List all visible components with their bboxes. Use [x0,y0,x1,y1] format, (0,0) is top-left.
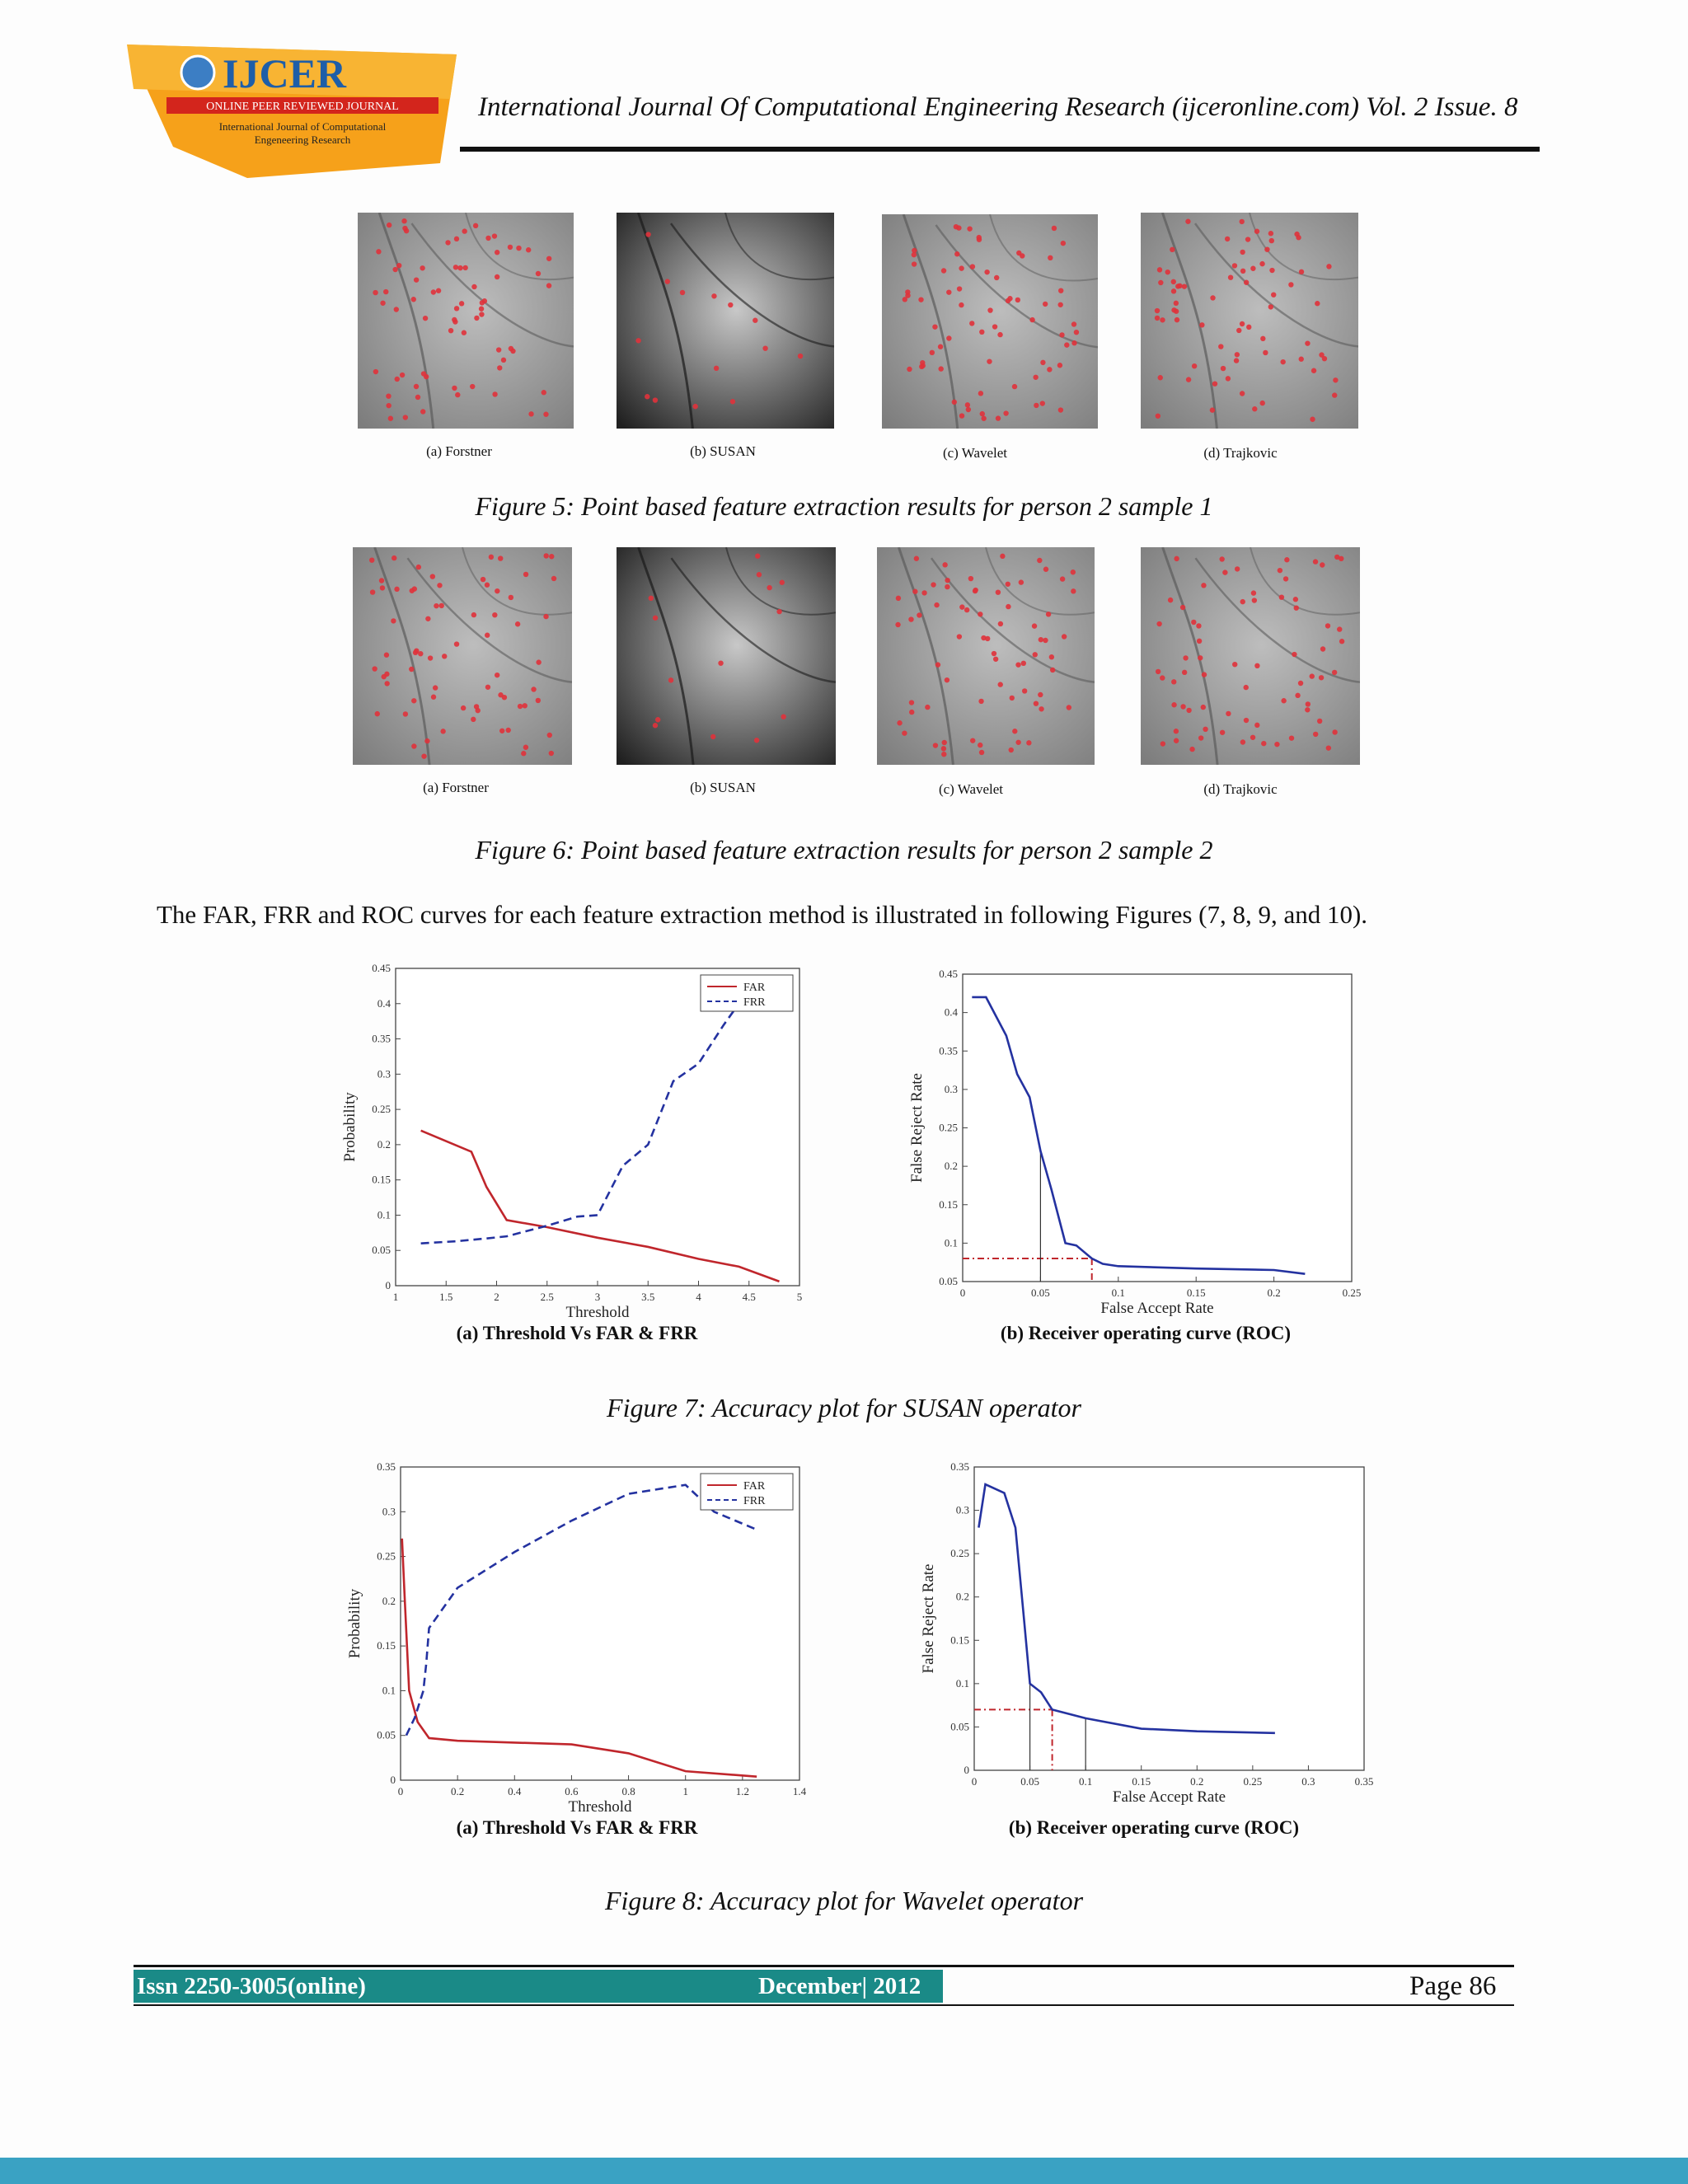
y-tick-label: 0.1 [955,1676,969,1690]
y-tick-label: 0.15 [372,1173,391,1186]
x-tick-label: 0.15 [1186,1286,1206,1299]
x-tick-label: 0.2 [451,1785,465,1797]
fig6-trajkovic-image [1141,547,1360,765]
y-axis-label: False Reject Rate [920,1563,937,1674]
y-axis-label: False Reject Rate [908,1073,926,1183]
y-tick-label: 0.2 [955,1590,969,1603]
y-tick-label: 0.25 [939,1121,958,1134]
fig6-susan-image [617,547,836,765]
y-tick-label: 0.3 [377,1067,391,1080]
logo-subtitle-1: International Journal of Computational [218,120,387,133]
fig5-forstner-image [358,213,574,429]
fig5-label-c: (c) Wavelet [942,445,1008,461]
x-tick-label: 0 [971,1775,978,1788]
x-tick-label: 1.2 [735,1785,749,1797]
x-axis-label: False Accept Rate [1112,1788,1226,1806]
fig6-forstner-image [353,547,572,765]
x-tick-label: 0.3 [1301,1775,1315,1788]
x-tick-label: 2 [494,1291,499,1303]
y-tick-label: 0.25 [950,1547,969,1560]
x-tick-label: 1 [392,1291,399,1303]
x-tick-label: 3 [594,1291,601,1303]
y-tick-label: 0 [390,1774,396,1786]
y-tick-label: 0.2 [377,1137,391,1151]
figure8-caption: Figure 8: Accuracy plot for Wavelet operator [604,1886,1084,1915]
logo-banner-text: ONLINE PEER REVIEWED JOURNAL [206,101,399,113]
x-tick-label: 0.1 [1111,1286,1125,1299]
x-tick-label: 0.2 [1190,1775,1204,1788]
fig5-wavelet-image [882,214,1098,429]
x-tick-label: 1 [682,1785,688,1797]
figure6-caption: Figure 6: Point based feature extraction results for person 2 sample 2 [475,835,1213,865]
x-tick-label: 0 [959,1286,966,1299]
fig6-wavelet-image [877,547,1095,765]
x-tick-label: 0.8 [621,1785,635,1797]
fig5-susan-image [617,213,834,429]
plot-frame [974,1467,1364,1770]
y-tick-label: 0.05 [372,1244,391,1257]
x-tick-label: 0.4 [508,1785,522,1797]
y-tick-label: 0.15 [950,1633,969,1647]
y-tick-label: 0.4 [377,996,391,1010]
chart-fig8a [330,1459,824,1854]
x-axis-label: Threshold [568,1798,632,1816]
y-tick-label: 0.05 [377,1728,396,1741]
legend-label-far: FAR [743,982,766,994]
y-tick-label: 0.45 [939,968,958,980]
y-tick-label: 0.2 [944,1160,958,1173]
fig5-label-d: (d) Trajkovic [1203,445,1278,461]
footer-bottom-rule [134,2004,1514,2006]
y-tick-label: 0.1 [944,1236,958,1249]
x-tick-label: 1.4 [792,1785,807,1797]
x-tick-label: 0.25 [1243,1775,1263,1788]
legend-label-frr: FRR [743,996,766,1009]
x-axis-label: Threshold [565,1304,630,1321]
y-tick-label: 0.1 [382,1684,396,1697]
logo-wordmark: IJCER [223,50,347,96]
chart-fig7a [330,960,824,1356]
fig5-trajkovic-image [1141,213,1358,429]
footer-top-rule [134,1965,1514,1967]
viewer-bottom-bar [0,2158,1688,2184]
x-tick-label: 0.1 [1079,1775,1093,1788]
y-tick-label: 0.35 [377,1460,396,1473]
plot-frame [963,974,1352,1282]
x-tick-label: 3.5 [641,1291,655,1303]
y-tick-label: 0.2 [382,1594,396,1607]
body-paragraph: The FAR, FRR and ROC curves for each feature extraction method is illustrated in following Figures (7, 8, 9, and 10). [157,900,1368,929]
fig5-label-b: (b) SUSAN [690,443,756,459]
figure7-caption: Figure 7: Accuracy plot for SUSAN operator [607,1393,1081,1422]
y-tick-label: 0.35 [939,1044,958,1057]
y-tick-label: 0.15 [377,1639,396,1652]
x-axis-label: False Accept Rate [1100,1300,1214,1317]
y-tick-label: 0 [385,1279,391,1291]
figure5-caption: Figure 5: Point based feature extraction results for person 2 sample 1 [475,491,1213,521]
logo-subtitle-2: Engeneering Research [254,134,351,146]
y-tick-label: 0.05 [950,1720,969,1733]
y-tick-label: 0.3 [382,1505,396,1518]
x-tick-label: 4.5 [742,1291,756,1303]
journal-logo [124,40,460,180]
y-tick-label: 0.35 [372,1032,391,1045]
y-tick-label: 0.25 [377,1549,396,1563]
x-tick-label: 0.6 [565,1785,579,1797]
x-tick-label: 0.25 [1342,1286,1362,1299]
y-tick-label: 0.35 [950,1460,969,1473]
footer-date: December| 2012 [758,1973,921,1999]
x-tick-label: 0.05 [1020,1775,1039,1788]
footer-issn: Issn 2250-3005(online) [137,1973,366,1999]
fig6-label-b: (b) SUSAN [690,780,756,795]
x-tick-label: 5 [796,1291,803,1303]
fig7b-caption: (b) Receiver operating curve (ROC) [1000,1323,1292,1343]
journal-title: International Journal Of Computational Engineering Research (ijceronline.com) Vol. 2 Issue. 8 [478,92,1518,122]
fig6-label-d: (d) Trajkovic [1203,781,1278,797]
y-tick-label: 0.15 [939,1197,958,1211]
x-tick-label: 0.15 [1132,1775,1151,1788]
y-axis-label: Probability [341,1092,359,1162]
x-tick-label: 0.2 [1267,1286,1281,1299]
fig8b-caption: (b) Receiver operating curve (ROC) [1008,1817,1300,1838]
fig8a-caption: (a) Threshold Vs FAR & FRR [456,1817,698,1838]
y-tick-label: 0.05 [939,1275,958,1287]
x-tick-label: 0.05 [1031,1286,1050,1299]
x-tick-label: 4 [696,1291,701,1303]
y-tick-label: 0.3 [944,1082,958,1095]
y-tick-label: 0.1 [377,1208,391,1221]
plot-frame [401,1467,799,1780]
fig6-label-a: (a) Forstner [423,780,489,795]
x-tick-label: 2.5 [540,1291,554,1303]
y-tick-label: 0.4 [944,1005,958,1019]
fig7a-caption: (a) Threshold Vs FAR & FRR [456,1323,698,1343]
y-tick-label: 0.45 [372,962,391,974]
page-number: Page 86 [1409,1971,1497,2001]
chart-fig8b [898,1459,1393,1854]
x-tick-label: 1.5 [439,1291,453,1303]
x-tick-label: 0.35 [1354,1775,1374,1788]
fig6-label-c: (c) Wavelet [938,781,1004,797]
y-tick-label: 0.25 [372,1103,391,1116]
x-tick-label: 0 [397,1785,404,1797]
legend-label-far: FAR [743,1480,766,1493]
legend-label-frr: FRR [743,1495,766,1507]
y-tick-label: 0 [964,1764,969,1776]
chart-fig7b [890,964,1385,1360]
header-rule [460,147,1540,152]
y-tick-label: 0.3 [955,1503,969,1516]
y-axis-label: Probability [346,1588,363,1659]
fig5-label-a: (a) Forstner [426,443,492,459]
